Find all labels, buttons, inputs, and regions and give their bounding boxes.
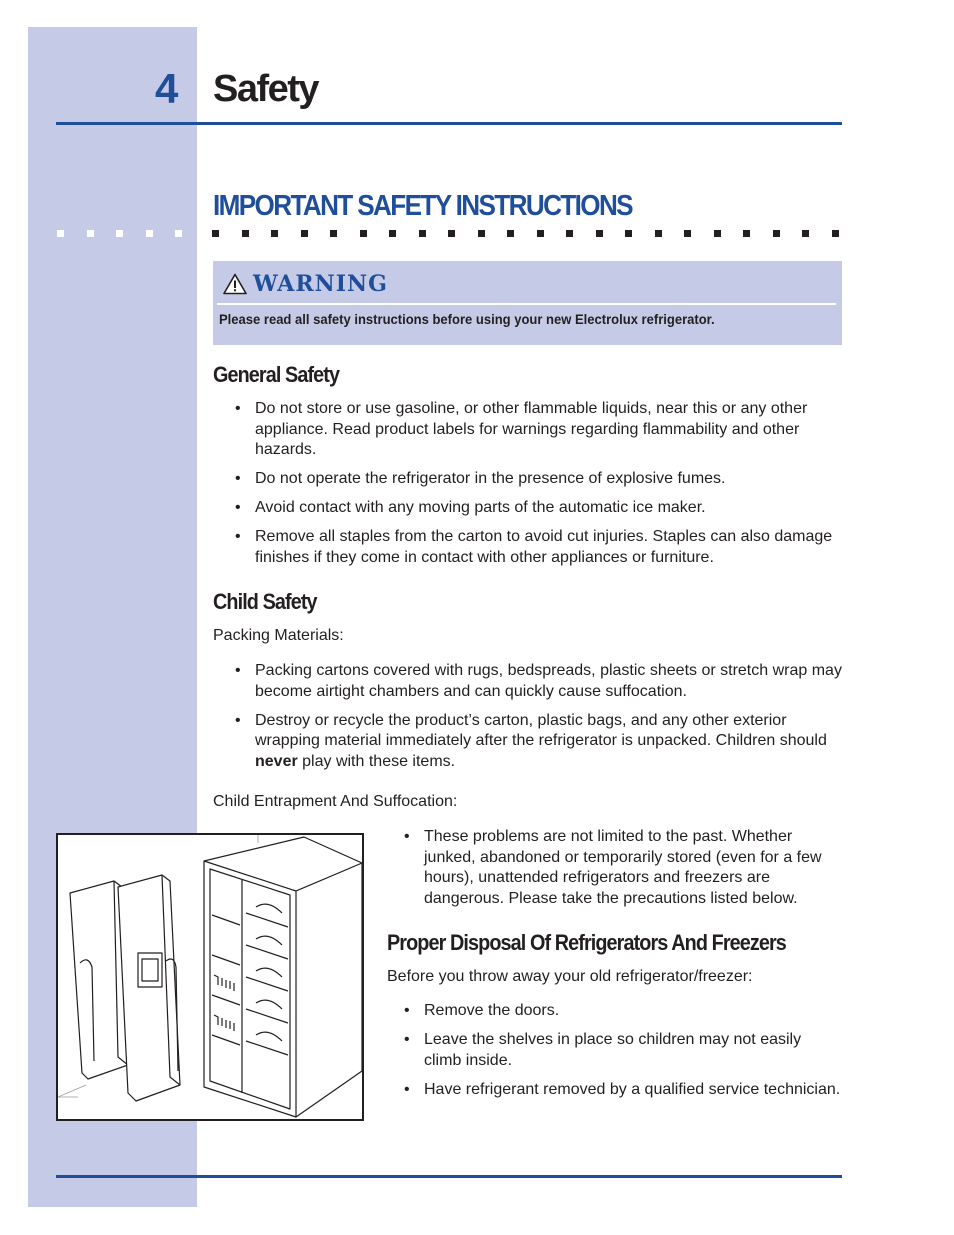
page-title: Safety bbox=[213, 68, 319, 110]
chapter-number: 4 bbox=[155, 65, 179, 112]
refrigerator-illustration bbox=[56, 833, 364, 1121]
warning-triangle-icon bbox=[223, 273, 247, 295]
packing-materials-label: Packing Materials: bbox=[213, 627, 344, 644]
list-item: • Have refrigerant removed by a qualified service technician. bbox=[382, 1080, 842, 1101]
warning-box bbox=[213, 261, 842, 345]
entrapment-list bbox=[382, 827, 842, 918]
list-item: • Avoid contact with any moving parts of the automatic ice maker. bbox=[213, 498, 843, 519]
entrapment-label: Child Entrapment And Suffocation: bbox=[213, 793, 458, 810]
list-item: • Remove all staples from the carton to avoid cut injuries. Staples can also damage finishes if they come in contact with other appliances or furniture. bbox=[213, 527, 843, 568]
list-item: • Packing cartons covered with rugs, bedspreads, plastic sheets or stretch wrap may become airtight chambers and can quickly cause suffocation. bbox=[213, 661, 843, 702]
warning-text: Please read all safety instructions before using your new Electrolux refrigerator. bbox=[219, 311, 715, 327]
disposal-intro: Before you throw away your old refrigerator/freezer: bbox=[387, 968, 753, 985]
general-safety-list bbox=[213, 399, 843, 577]
header-rule bbox=[56, 122, 842, 125]
dotted-divider bbox=[0, 230, 954, 238]
packing-materials-list bbox=[213, 661, 843, 781]
footer-rule bbox=[56, 1175, 842, 1178]
item-text: play with these items. bbox=[297, 752, 456, 770]
list-item: • These problems are not limited to the past. Whether junked, abandoned or temporarily stored (even for a few hours), unattended refrigerators and freezers are dangerous. Please take the precautions listed below. bbox=[382, 827, 842, 909]
disposal-heading: Proper Disposal Of Refrigerators And Freezers bbox=[387, 930, 786, 955]
item-text: Destroy or recycle the product’s carton, plastic bags, and any other exterior wrapping material immediately after the refrigerator is unpacked. Children should bbox=[255, 711, 827, 749]
list-item: • Leave the shelves in place so children may not easily climb inside. bbox=[382, 1030, 842, 1071]
section-heading: IMPORTANT SAFETY INSTRUCTIONS bbox=[213, 190, 632, 222]
list-item: • Do not operate the refrigerator in the presence of explosive fumes. bbox=[213, 469, 843, 490]
emphasis-never: never bbox=[255, 752, 298, 770]
general-safety-heading: General Safety bbox=[213, 362, 340, 387]
disposal-list bbox=[382, 1001, 842, 1109]
open-refrigerator-drawing bbox=[58, 835, 362, 1119]
warning-divider bbox=[217, 303, 836, 305]
list-item: • Do not store or use gasoline, or other flammable liquids, near this or any other appliance. Read product labels for warnings regarding flammability and other hazards. bbox=[213, 399, 843, 461]
warning-title bbox=[223, 269, 388, 299]
list-item bbox=[213, 711, 843, 773]
child-safety-heading: Child Safety bbox=[213, 589, 317, 614]
list-item: • Remove the doors. bbox=[382, 1001, 842, 1022]
warning-label: WARNING bbox=[253, 271, 388, 297]
